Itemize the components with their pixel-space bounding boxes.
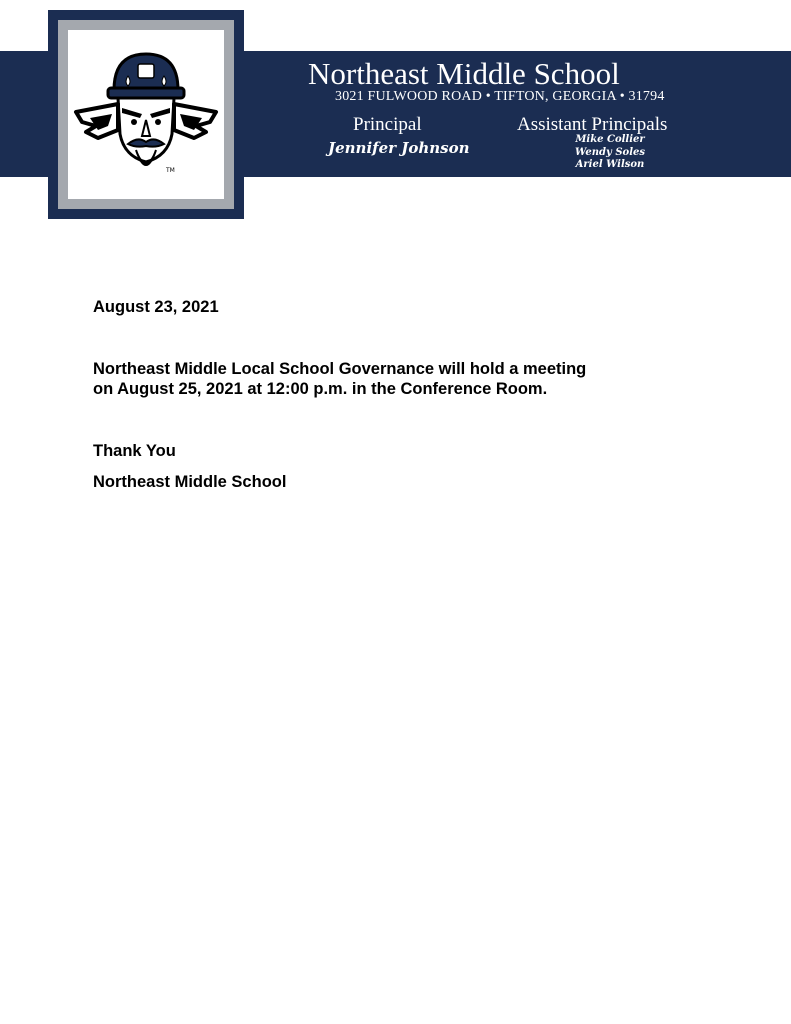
letter-body-line: on August 25, 2021 at 12:00 p.m. in the Conference Room.	[93, 380, 548, 398]
letter-closing: Thank You	[93, 442, 176, 460]
logo-panel	[68, 30, 224, 199]
school-name: Northeast Middle School	[308, 56, 620, 91]
letter-date: August 23, 2021	[93, 298, 219, 316]
school-address: 3021 FULWOOD ROAD • TIFTON, GEORGIA • 31794	[335, 89, 665, 104]
assistant-principals-list	[560, 134, 660, 172]
logo-border	[58, 20, 234, 209]
logo-frame	[48, 10, 244, 219]
helmeted-mascot-logo-icon	[68, 30, 224, 199]
assistant-principal-name: Mike Collier	[575, 134, 645, 145]
assistant-principal-name: Wendy Soles	[574, 146, 645, 158]
logo-trademark: TM	[166, 167, 175, 174]
principal-name: Jennifer Johnson	[328, 139, 470, 157]
principal-label: Principal	[353, 114, 422, 135]
assistant-principals-label: Assistant Principals	[517, 114, 668, 135]
assistant-principal-name: Ariel Wilson	[575, 159, 645, 170]
letter-body-line: Northeast Middle Local School Governance will hold a meeting	[93, 360, 587, 378]
letter-signature: Northeast Middle School	[93, 473, 287, 491]
